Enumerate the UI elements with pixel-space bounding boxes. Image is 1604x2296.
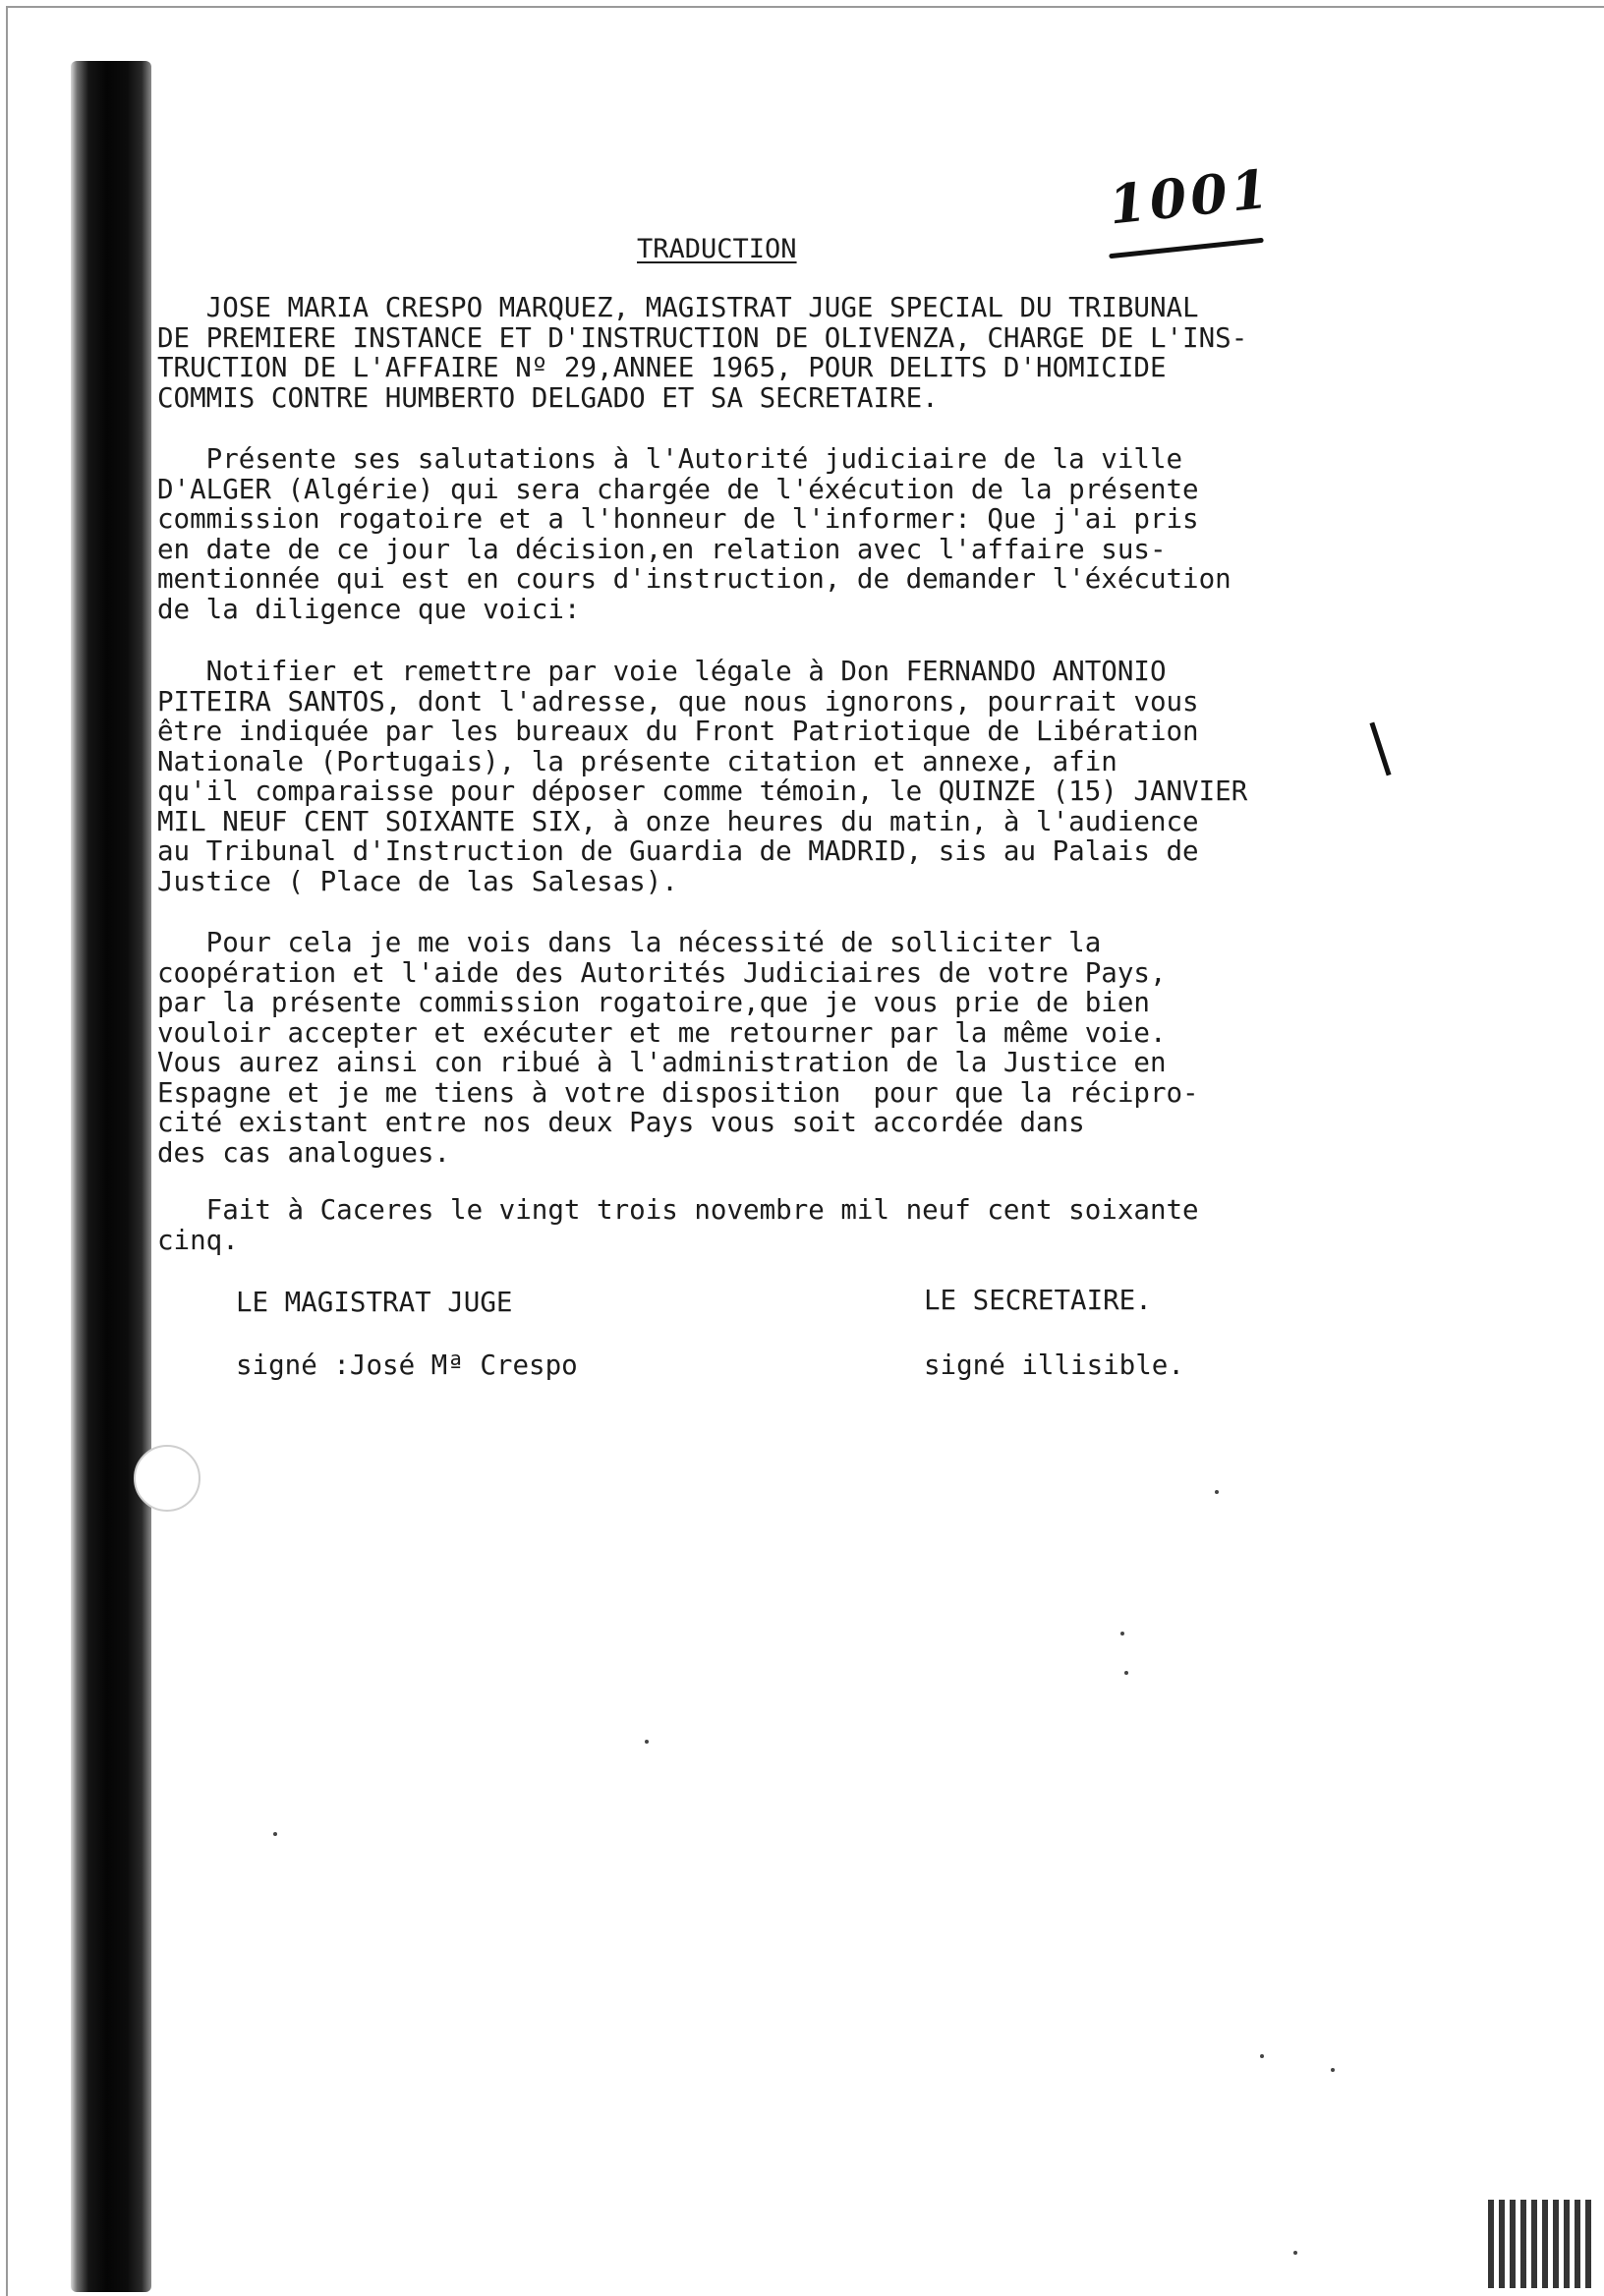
paragraph-line: en date de ce jour la décision,en relation avec l'affaire sus- <box>157 533 1167 565</box>
scan-speck <box>273 1832 277 1836</box>
punch-hole <box>134 1445 200 1512</box>
paragraph-line: PITEIRA SANTOS, dont l'adresse, que nous ignorons, pourrait vous <box>157 685 1199 718</box>
document-title: TRADUCTION <box>637 234 797 264</box>
scan-speck <box>1260 2054 1264 2058</box>
paragraph-line: Fait à Caceres le vingt trois novembre mil neuf cent soixante <box>157 1194 1199 1226</box>
scan-speck <box>645 1740 649 1744</box>
corner-scan-artifact <box>1488 2200 1596 2288</box>
paragraph-line: Présente ses salutations à l'Autorité judiciaire de la ville <box>157 443 1183 475</box>
paragraph-line: Nationale (Portugais), la présente citation et annexe, afin <box>157 745 1117 777</box>
scan-speck <box>1120 1632 1124 1636</box>
notification-paragraph <box>157 657 1396 896</box>
paragraph-line: mentionnée qui est en cours d'instruction, de demander l'éxécution <box>157 563 1232 595</box>
paragraph-line: des cas analogues. <box>157 1136 451 1169</box>
cooperation-paragraph <box>157 928 1396 1168</box>
paragraph-line: cité existant entre nos deux Pays vous soit accordée dans <box>157 1107 1085 1138</box>
scan-speck <box>1124 1671 1128 1675</box>
heading-paragraph <box>157 293 1396 413</box>
paragraph-line: Justice ( Place de las Salesas). <box>157 865 678 897</box>
paragraph-line: au Tribunal d'Instruction de Guardia de MADRID, sis au Palais de <box>157 835 1199 867</box>
secretary-signature: signé illisible. <box>924 1349 1184 1381</box>
paragraph-line: qu'il comparaisse pour déposer comme témoin, le QUINZE (15) JANVIER <box>157 775 1248 807</box>
paragraph-line: vouloir accepter et exécuter et me retourner par la même voie. <box>157 1016 1167 1049</box>
paragraph-line: COMMIS CONTRE HUMBERTO DELGADO ET SA SECRETAIRE. <box>157 381 939 414</box>
paragraph-line: commission rogatoire et a l'honneur de l'informer: Que j'ai pris <box>157 503 1199 535</box>
handwritten-page-number: 1001 <box>1106 156 1276 237</box>
paragraph-line: TRUCTION DE L'AFFAIRE Nº 29,ANNEE 1965, POUR DELITS D'HOMICIDE <box>157 352 1167 383</box>
scan-speck <box>1215 1490 1219 1494</box>
salutations-paragraph <box>157 444 1396 624</box>
secretary-title: LE SECRETAIRE. <box>924 1285 1152 1316</box>
paragraph-line: Espagne et je me tiens à votre disposition pour que la récipro- <box>157 1076 1199 1109</box>
paragraph-line: Notifier et remettre par voie légale à Don FERNANDO ANTONIO <box>157 656 1167 687</box>
paragraph-line: D'ALGER (Algérie) qui sera chargée de l'éxécution de la présente <box>157 473 1199 505</box>
binding-strip <box>71 61 151 2292</box>
paragraph-line: par la présente commission rogatoire,que je vous prie de bien <box>157 987 1150 1018</box>
closing-paragraph <box>157 1195 1396 1255</box>
paragraph-line: coopération et l'aide des Autorités Judiciaires de votre Pays, <box>157 956 1167 989</box>
paragraph-line: MIL NEUF CENT SOIXANTE SIX, à onze heures du matin, à l'audience <box>157 805 1199 837</box>
paragraph-line: de la diligence que voici: <box>157 593 581 625</box>
paragraph-line: cinq. <box>157 1224 239 1256</box>
scan-speck <box>1331 2068 1335 2072</box>
paragraph-line: Vous aurez ainsi con ribué à l'administration de la Justice en <box>157 1047 1167 1078</box>
magistrate-title: LE MAGISTRAT JUGE <box>236 1287 513 1318</box>
paragraph-line: DE PREMIERE INSTANCE ET D'INSTRUCTION DE OLIVENZA, CHARGE DE L'INS- <box>157 321 1248 354</box>
paragraph-line: JOSE MARIA CRESPO MARQUEZ, MAGISTRAT JUGE SPECIAL DU TRIBUNAL <box>157 292 1199 323</box>
magistrate-signature: signé :José Mª Crespo <box>236 1349 578 1381</box>
scan-speck <box>1293 2251 1297 2255</box>
paragraph-line: être indiquée par les bureaux du Front Patriotique de Libération <box>157 716 1199 747</box>
paragraph-line: Pour cela je me vois dans la nécessité de solliciter la <box>157 927 1102 958</box>
